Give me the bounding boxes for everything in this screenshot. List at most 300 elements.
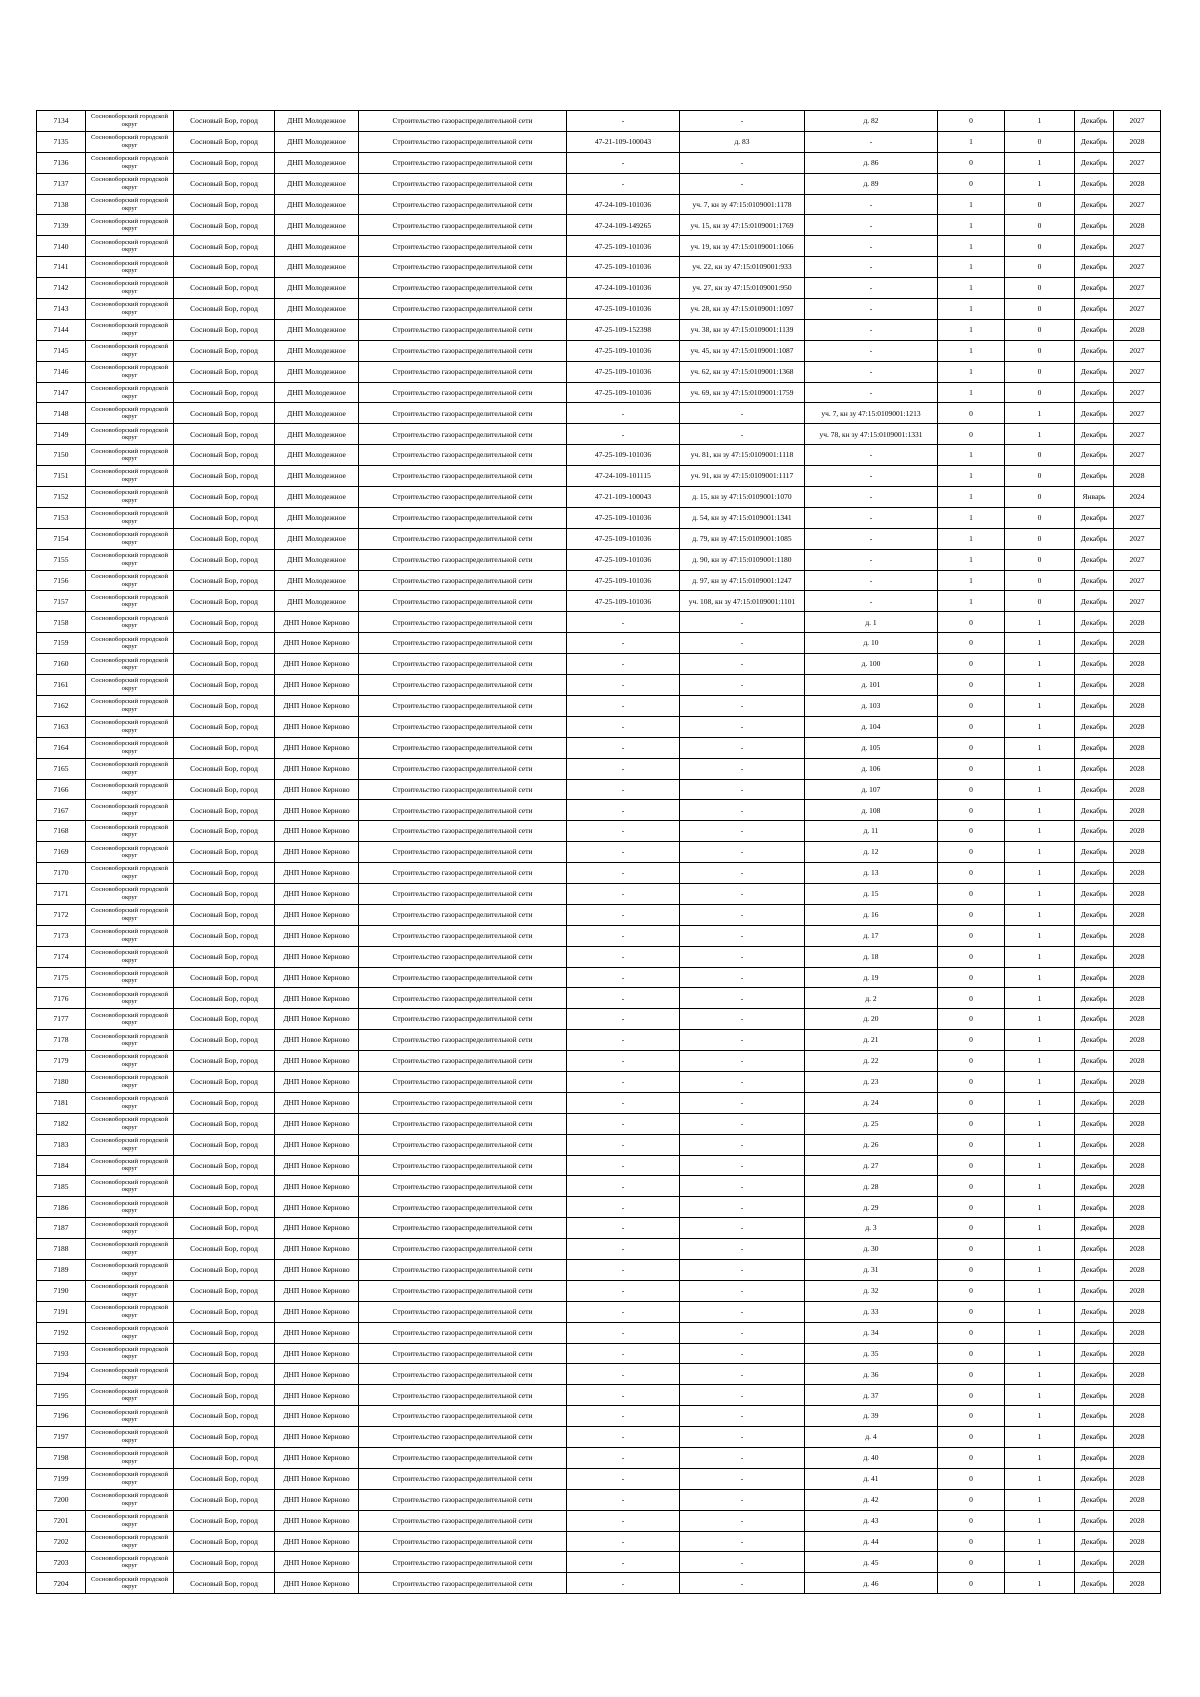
cell-locality: ДНП Новое Керново <box>275 800 359 821</box>
cell-connected-count: 0 <box>938 842 1005 863</box>
table-row <box>37 487 1161 508</box>
cell-row-number: 7156 <box>37 570 86 591</box>
cell-month: Декабрь <box>1075 758 1114 779</box>
cell-work-type: Строительство газораспределительной сети <box>359 445 567 466</box>
cell-planned-count: 1 <box>1005 1468 1075 1489</box>
cell-object-code: - <box>567 925 680 946</box>
table-row <box>37 1176 1161 1197</box>
cell-connected-count: 0 <box>938 1051 1005 1072</box>
cell-planned-count: 0 <box>1005 319 1075 340</box>
cell-connected-count: 0 <box>938 1406 1005 1427</box>
cell-connected-count: 1 <box>938 278 1005 299</box>
cell-month: Декабрь <box>1075 236 1114 257</box>
cell-row-number: 7136 <box>37 152 86 173</box>
cell-locality: ДНП Новое Керново <box>275 1301 359 1322</box>
cell-address-planned: - <box>805 507 938 528</box>
cell-work-type: Строительство газораспределительной сети <box>359 1113 567 1134</box>
cell-row-number: 7165 <box>37 758 86 779</box>
cell-row-number: 7203 <box>37 1552 86 1573</box>
cell-municipal-district: Сосновоборский городской округ <box>86 424 174 445</box>
cell-settlement: Сосновый Бор, город <box>174 1197 275 1218</box>
cell-address-existing: - <box>680 1322 805 1343</box>
cell-row-number: 7179 <box>37 1051 86 1072</box>
cell-work-type: Строительство газораспределительной сети <box>359 215 567 236</box>
cell-connected-count: 1 <box>938 319 1005 340</box>
cell-row-number: 7168 <box>37 821 86 842</box>
cell-address-planned: д. 11 <box>805 821 938 842</box>
cell-address-existing: уч. 22, кн зу 47:15:0109001:933 <box>680 257 805 278</box>
cell-year: 2028 <box>1114 1113 1161 1134</box>
cell-year: 2028 <box>1114 883 1161 904</box>
cell-locality: ДНП Новое Керново <box>275 675 359 696</box>
cell-connected-count: 1 <box>938 131 1005 152</box>
cell-work-type: Строительство газораспределительной сети <box>359 633 567 654</box>
cell-row-number: 7171 <box>37 883 86 904</box>
cell-connected-count: 1 <box>938 445 1005 466</box>
cell-planned-count: 1 <box>1005 967 1075 988</box>
cell-connected-count: 0 <box>938 1218 1005 1239</box>
cell-locality: ДНП Новое Керново <box>275 1489 359 1510</box>
cell-connected-count: 0 <box>938 1385 1005 1406</box>
cell-settlement: Сосновый Бор, город <box>174 695 275 716</box>
cell-address-existing: - <box>680 675 805 696</box>
cell-planned-count: 1 <box>1005 1489 1075 1510</box>
cell-work-type: Строительство газораспределительной сети <box>359 299 567 320</box>
table-row <box>37 445 1161 466</box>
cell-settlement: Сосновый Бор, город <box>174 612 275 633</box>
cell-settlement: Сосновый Бор, город <box>174 716 275 737</box>
cell-work-type: Строительство газораспределительной сети <box>359 654 567 675</box>
cell-work-type: Строительство газораспределительной сети <box>359 716 567 737</box>
table-row <box>37 1364 1161 1385</box>
cell-month: Декабрь <box>1075 800 1114 821</box>
cell-row-number: 7204 <box>37 1573 86 1594</box>
cell-object-code: - <box>567 842 680 863</box>
cell-work-type: Строительство газораспределительной сети <box>359 758 567 779</box>
cell-work-type: Строительство газораспределительной сети <box>359 1197 567 1218</box>
cell-year: 2028 <box>1114 675 1161 696</box>
cell-municipal-district: Сосновоборский городской округ <box>86 1322 174 1343</box>
cell-address-existing: - <box>680 633 805 654</box>
cell-row-number: 7161 <box>37 675 86 696</box>
cell-municipal-district: Сосновоборский городской округ <box>86 131 174 152</box>
cell-planned-count: 1 <box>1005 111 1075 132</box>
cell-municipal-district: Сосновоборский городской округ <box>86 612 174 633</box>
cell-settlement: Сосновый Бор, город <box>174 633 275 654</box>
cell-object-code: - <box>567 424 680 445</box>
cell-address-planned: - <box>805 257 938 278</box>
cell-planned-count: 1 <box>1005 1071 1075 1092</box>
cell-work-type: Строительство газораспределительной сети <box>359 1030 567 1051</box>
cell-address-existing: - <box>680 1468 805 1489</box>
cell-planned-count: 0 <box>1005 549 1075 570</box>
cell-year: 2028 <box>1114 1176 1161 1197</box>
cell-planned-count: 1 <box>1005 1322 1075 1343</box>
cell-address-existing: - <box>680 424 805 445</box>
cell-row-number: 7141 <box>37 257 86 278</box>
cell-settlement: Сосновый Бор, город <box>174 842 275 863</box>
cell-month: Декабрь <box>1075 1134 1114 1155</box>
cell-municipal-district: Сосновоборский городской округ <box>86 173 174 194</box>
cell-settlement: Сосновый Бор, город <box>174 507 275 528</box>
cell-month: Декабрь <box>1075 257 1114 278</box>
cell-locality: ДНП Новое Керново <box>275 1134 359 1155</box>
cell-settlement: Сосновый Бор, город <box>174 1134 275 1155</box>
cell-address-planned: д. 106 <box>805 758 938 779</box>
cell-municipal-district: Сосновоборский городской округ <box>86 779 174 800</box>
table-row <box>37 591 1161 612</box>
cell-address-planned: уч. 7, кн зу 47:15:0109001:1213 <box>805 403 938 424</box>
cell-settlement: Сосновый Бор, город <box>174 1468 275 1489</box>
cell-object-code: - <box>567 1176 680 1197</box>
cell-address-existing: - <box>680 152 805 173</box>
cell-work-type: Строительство газораспределительной сети <box>359 1134 567 1155</box>
cell-connected-count: 1 <box>938 507 1005 528</box>
cell-row-number: 7155 <box>37 549 86 570</box>
cell-planned-count: 0 <box>1005 528 1075 549</box>
cell-settlement: Сосновый Бор, город <box>174 1322 275 1343</box>
cell-work-type: Строительство газораспределительной сети <box>359 1468 567 1489</box>
cell-planned-count: 1 <box>1005 1531 1075 1552</box>
cell-connected-count: 0 <box>938 1301 1005 1322</box>
cell-municipal-district: Сосновоборский городской округ <box>86 1009 174 1030</box>
cell-year: 2028 <box>1114 466 1161 487</box>
cell-month: Декабрь <box>1075 528 1114 549</box>
cell-month: Декабрь <box>1075 1552 1114 1573</box>
cell-address-planned: д. 39 <box>805 1406 938 1427</box>
cell-connected-count: 1 <box>938 194 1005 215</box>
cell-municipal-district: Сосновоборский городской округ <box>86 403 174 424</box>
table-row <box>37 1531 1161 1552</box>
cell-year: 2028 <box>1114 737 1161 758</box>
cell-object-code: - <box>567 883 680 904</box>
cell-settlement: Сосновый Бор, город <box>174 1552 275 1573</box>
cell-municipal-district: Сосновоборский городской округ <box>86 1197 174 1218</box>
cell-work-type: Строительство газораспределительной сети <box>359 528 567 549</box>
cell-address-existing: - <box>680 403 805 424</box>
cell-work-type: Строительство газораспределительной сети <box>359 988 567 1009</box>
cell-work-type: Строительство газораспределительной сети <box>359 487 567 508</box>
cell-address-existing: - <box>680 1197 805 1218</box>
cell-address-planned: д. 20 <box>805 1009 938 1030</box>
cell-row-number: 7193 <box>37 1343 86 1364</box>
cell-locality: ДНП Новое Керново <box>275 821 359 842</box>
cell-planned-count: 0 <box>1005 278 1075 299</box>
cell-object-code: 47-25-109-101036 <box>567 549 680 570</box>
cell-planned-count: 0 <box>1005 570 1075 591</box>
cell-row-number: 7162 <box>37 695 86 716</box>
cell-address-planned: д. 101 <box>805 675 938 696</box>
cell-year: 2028 <box>1114 1030 1161 1051</box>
cell-year: 2028 <box>1114 1343 1161 1364</box>
cell-locality: ДНП Молодежное <box>275 194 359 215</box>
table-row <box>37 152 1161 173</box>
cell-planned-count: 1 <box>1005 1009 1075 1030</box>
cell-planned-count: 1 <box>1005 1092 1075 1113</box>
cell-object-code: 47-24-109-101036 <box>567 194 680 215</box>
cell-year: 2028 <box>1114 904 1161 925</box>
cell-address-planned: д. 44 <box>805 1531 938 1552</box>
cell-connected-count: 0 <box>938 152 1005 173</box>
cell-address-planned: - <box>805 278 938 299</box>
cell-month: Декабрь <box>1075 842 1114 863</box>
cell-month: Декабрь <box>1075 716 1114 737</box>
table-row <box>37 1009 1161 1030</box>
cell-locality: ДНП Молодежное <box>275 591 359 612</box>
cell-address-existing: - <box>680 1176 805 1197</box>
cell-year: 2027 <box>1114 361 1161 382</box>
cell-connected-count: 0 <box>938 988 1005 1009</box>
cell-year: 2028 <box>1114 716 1161 737</box>
cell-municipal-district: Сосновоборский городской округ <box>86 1259 174 1280</box>
cell-connected-count: 0 <box>938 716 1005 737</box>
document-page <box>36 110 1160 1594</box>
cell-planned-count: 1 <box>1005 1051 1075 1072</box>
cell-work-type: Строительство газораспределительной сети <box>359 1280 567 1301</box>
cell-row-number: 7159 <box>37 633 86 654</box>
cell-municipal-district: Сосновоборский городской округ <box>86 633 174 654</box>
cell-object-code: - <box>567 152 680 173</box>
cell-month: Декабрь <box>1075 591 1114 612</box>
cell-municipal-district: Сосновоборский городской округ <box>86 675 174 696</box>
cell-municipal-district: Сосновоборский городской округ <box>86 1051 174 1072</box>
cell-work-type: Строительство газораспределительной сети <box>359 1552 567 1573</box>
cell-work-type: Строительство газораспределительной сети <box>359 549 567 570</box>
cell-connected-count: 0 <box>938 821 1005 842</box>
cell-row-number: 7134 <box>37 111 86 132</box>
table-row <box>37 1406 1161 1427</box>
cell-connected-count: 0 <box>938 675 1005 696</box>
table-row <box>37 1051 1161 1072</box>
table-row <box>37 1113 1161 1134</box>
cell-planned-count: 0 <box>1005 361 1075 382</box>
cell-month: Декабрь <box>1075 612 1114 633</box>
cell-month: Декабрь <box>1075 988 1114 1009</box>
cell-year: 2028 <box>1114 779 1161 800</box>
cell-year: 2027 <box>1114 340 1161 361</box>
cell-month: Декабрь <box>1075 1218 1114 1239</box>
cell-address-planned: д. 42 <box>805 1489 938 1510</box>
cell-locality: ДНП Молодежное <box>275 215 359 236</box>
cell-object-code: - <box>567 1280 680 1301</box>
cell-connected-count: 0 <box>938 1239 1005 1260</box>
cell-connected-count: 0 <box>938 1134 1005 1155</box>
table-row <box>37 967 1161 988</box>
cell-address-existing: - <box>680 779 805 800</box>
cell-municipal-district: Сосновоборский городской округ <box>86 487 174 508</box>
cell-municipal-district: Сосновоборский городской округ <box>86 152 174 173</box>
cell-object-code: - <box>567 1364 680 1385</box>
cell-object-code: 47-25-109-101036 <box>567 236 680 257</box>
cell-settlement: Сосновый Бор, город <box>174 570 275 591</box>
cell-work-type: Строительство газораспределительной сети <box>359 1071 567 1092</box>
cell-locality: ДНП Молодежное <box>275 549 359 570</box>
cell-month: Декабрь <box>1075 570 1114 591</box>
cell-address-existing: д. 90, кн зу 47:15:0109001:1180 <box>680 549 805 570</box>
table-row <box>37 1239 1161 1260</box>
cell-address-existing: - <box>680 842 805 863</box>
cell-settlement: Сосновый Бор, город <box>174 1427 275 1448</box>
cell-address-planned: д. 108 <box>805 800 938 821</box>
cell-address-existing: уч. 27, кн зу 47:15:0109001:950 <box>680 278 805 299</box>
cell-work-type: Строительство газораспределительной сети <box>359 883 567 904</box>
cell-work-type: Строительство газораспределительной сети <box>359 1343 567 1364</box>
cell-address-existing: - <box>680 612 805 633</box>
cell-year: 2028 <box>1114 1406 1161 1427</box>
cell-object-code: - <box>567 1239 680 1260</box>
cell-planned-count: 1 <box>1005 925 1075 946</box>
cell-locality: ДНП Молодежное <box>275 528 359 549</box>
cell-address-planned: д. 1 <box>805 612 938 633</box>
cell-object-code: - <box>567 1406 680 1427</box>
cell-connected-count: 1 <box>938 257 1005 278</box>
cell-planned-count: 1 <box>1005 695 1075 716</box>
table-row <box>37 111 1161 132</box>
cell-connected-count: 0 <box>938 967 1005 988</box>
cell-month: Декабрь <box>1075 131 1114 152</box>
cell-connected-count: 1 <box>938 591 1005 612</box>
cell-object-code: 47-25-109-101036 <box>567 382 680 403</box>
cell-address-planned: д. 24 <box>805 1092 938 1113</box>
cell-municipal-district: Сосновоборский городской округ <box>86 1406 174 1427</box>
cell-connected-count: 0 <box>938 1427 1005 1448</box>
cell-locality: ДНП Молодежное <box>275 340 359 361</box>
cell-month: Декабрь <box>1075 299 1114 320</box>
cell-municipal-district: Сосновоборский городской округ <box>86 695 174 716</box>
cell-municipal-district: Сосновоборский городской округ <box>86 925 174 946</box>
cell-address-planned: - <box>805 319 938 340</box>
cell-year: 2027 <box>1114 152 1161 173</box>
cell-connected-count: 0 <box>938 633 1005 654</box>
cell-month: Декабрь <box>1075 1531 1114 1552</box>
cell-year: 2028 <box>1114 131 1161 152</box>
cell-address-existing: - <box>680 1301 805 1322</box>
cell-object-code: - <box>567 1427 680 1448</box>
cell-object-code: 47-21-109-100043 <box>567 487 680 508</box>
cell-municipal-district: Сосновоборский городской округ <box>86 1239 174 1260</box>
table-row <box>37 1489 1161 1510</box>
cell-connected-count: 1 <box>938 215 1005 236</box>
cell-year: 2028 <box>1114 1197 1161 1218</box>
cell-work-type: Строительство газораспределительной сети <box>359 821 567 842</box>
cell-address-existing: - <box>680 1113 805 1134</box>
cell-month: Декабрь <box>1075 1009 1114 1030</box>
cell-address-planned: - <box>805 194 938 215</box>
cell-row-number: 7196 <box>37 1406 86 1427</box>
cell-address-existing: - <box>680 883 805 904</box>
cell-locality: ДНП Новое Керново <box>275 1510 359 1531</box>
cell-year: 2028 <box>1114 1301 1161 1322</box>
cell-connected-count: 0 <box>938 925 1005 946</box>
cell-row-number: 7144 <box>37 319 86 340</box>
cell-object-code: - <box>567 737 680 758</box>
table-row <box>37 1322 1161 1343</box>
cell-work-type: Строительство газораспределительной сети <box>359 340 567 361</box>
cell-settlement: Сосновый Бор, город <box>174 1448 275 1469</box>
cell-address-existing: - <box>680 1343 805 1364</box>
cell-municipal-district: Сосновоборский городской округ <box>86 1301 174 1322</box>
table-row <box>37 1259 1161 1280</box>
cell-municipal-district: Сосновоборский городской округ <box>86 194 174 215</box>
cell-locality: ДНП Новое Керново <box>275 988 359 1009</box>
table-row <box>37 1301 1161 1322</box>
cell-object-code: - <box>567 863 680 884</box>
cell-settlement: Сосновый Бор, город <box>174 487 275 508</box>
cell-work-type: Строительство газораспределительной сети <box>359 236 567 257</box>
table-row <box>37 424 1161 445</box>
cell-municipal-district: Сосновоборский городской округ <box>86 299 174 320</box>
table-row <box>37 403 1161 424</box>
cell-planned-count: 0 <box>1005 445 1075 466</box>
cell-settlement: Сосновый Бор, город <box>174 946 275 967</box>
cell-year: 2027 <box>1114 382 1161 403</box>
cell-month: Декабрь <box>1075 1448 1114 1469</box>
cell-work-type: Строительство газораспределительной сети <box>359 1092 567 1113</box>
table-row <box>37 1155 1161 1176</box>
cell-municipal-district: Сосновоборский городской округ <box>86 319 174 340</box>
cell-settlement: Сосновый Бор, город <box>174 1489 275 1510</box>
cell-address-existing: - <box>680 1071 805 1092</box>
cell-connected-count: 0 <box>938 946 1005 967</box>
cell-year: 2027 <box>1114 424 1161 445</box>
cell-row-number: 7153 <box>37 507 86 528</box>
cell-connected-count: 1 <box>938 236 1005 257</box>
cell-planned-count: 1 <box>1005 1134 1075 1155</box>
cell-row-number: 7146 <box>37 361 86 382</box>
cell-settlement: Сосновый Бор, город <box>174 257 275 278</box>
cell-object-code: - <box>567 800 680 821</box>
cell-address-planned: - <box>805 528 938 549</box>
cell-address-planned: д. 82 <box>805 111 938 132</box>
cell-year: 2028 <box>1114 173 1161 194</box>
cell-address-planned: д. 23 <box>805 1071 938 1092</box>
cell-work-type: Строительство газораспределительной сети <box>359 695 567 716</box>
table-row <box>37 842 1161 863</box>
cell-planned-count: 0 <box>1005 487 1075 508</box>
cell-locality: ДНП Молодежное <box>275 299 359 320</box>
cell-year: 2027 <box>1114 507 1161 528</box>
cell-address-planned: д. 4 <box>805 1427 938 1448</box>
cell-locality: ДНП Новое Керново <box>275 842 359 863</box>
cell-row-number: 7174 <box>37 946 86 967</box>
cell-work-type: Строительство газораспределительной сети <box>359 173 567 194</box>
cell-year: 2028 <box>1114 863 1161 884</box>
cell-address-existing: - <box>680 1218 805 1239</box>
cell-settlement: Сосновый Бор, город <box>174 1385 275 1406</box>
cell-address-planned: д. 30 <box>805 1239 938 1260</box>
cell-address-existing: - <box>680 988 805 1009</box>
cell-planned-count: 1 <box>1005 863 1075 884</box>
table-row <box>37 1510 1161 1531</box>
cell-work-type: Строительство газораспределительной сети <box>359 1009 567 1030</box>
table-row <box>37 1092 1161 1113</box>
cell-object-code: - <box>567 821 680 842</box>
cell-connected-count: 1 <box>938 361 1005 382</box>
cell-planned-count: 1 <box>1005 1113 1075 1134</box>
cell-planned-count: 0 <box>1005 131 1075 152</box>
cell-object-code: 47-24-109-101036 <box>567 278 680 299</box>
cell-municipal-district: Сосновоборский городской округ <box>86 1280 174 1301</box>
cell-row-number: 7186 <box>37 1197 86 1218</box>
cell-address-existing: уч. 7, кн зу 47:15:0109001:1178 <box>680 194 805 215</box>
cell-row-number: 7170 <box>37 863 86 884</box>
cell-settlement: Сосновый Бор, город <box>174 215 275 236</box>
cell-municipal-district: Сосновоборский городской округ <box>86 1343 174 1364</box>
cell-planned-count: 1 <box>1005 1385 1075 1406</box>
cell-municipal-district: Сосновоборский городской округ <box>86 1448 174 1469</box>
cell-month: Декабрь <box>1075 946 1114 967</box>
cell-municipal-district: Сосновоборский городской округ <box>86 988 174 1009</box>
